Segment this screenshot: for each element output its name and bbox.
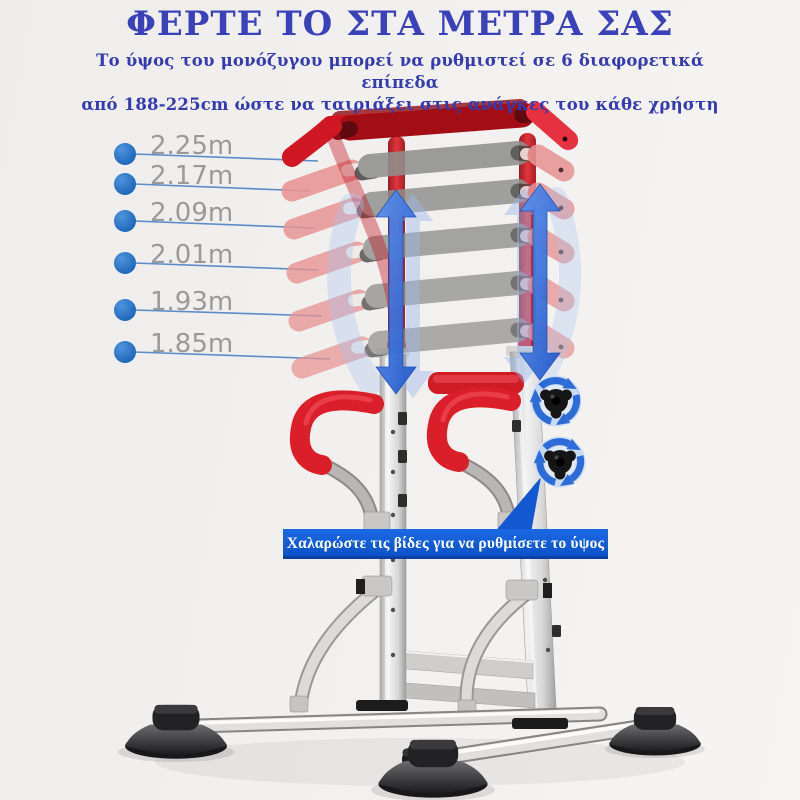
subtitle	[80, 50, 720, 115]
height-label: 1.93m	[150, 287, 234, 317]
height-label: 2.09m	[150, 198, 234, 228]
subtitle-line-2: από 188-225cm ώστε να ταιριάξει στις ανάγκες του κάθε χρήστη	[81, 94, 719, 114]
height-callout	[114, 161, 234, 195]
base-frame	[118, 700, 705, 800]
height-marker-dot-icon	[114, 143, 136, 165]
height-label: 2.25m	[150, 131, 234, 161]
height-marker-dot-icon	[114, 210, 136, 232]
height-marker-dot-icon	[114, 299, 136, 321]
height-label: 2.17m	[150, 161, 234, 191]
height-callout	[114, 240, 234, 274]
page-title: ΦΕΡΤΕ ΤΟ ΣΤΑ ΜΕΤΡΑ ΣΑΣ	[126, 4, 674, 44]
height-marker-dot-icon	[114, 341, 136, 363]
dip-handles	[300, 394, 524, 530]
height-label: 1.85m	[150, 329, 234, 359]
height-marker-dot-icon	[114, 173, 136, 195]
header	[0, 0, 800, 115]
height-callout	[114, 287, 234, 321]
height-marker-dot-icon	[114, 252, 136, 274]
adjustment-note: Χαλαρώστε τις βίδες για να ρυθμίσετε το ύψος	[283, 529, 608, 559]
height-callout	[114, 198, 234, 232]
subtitle-line-1: Το ύψος του μονόζυγου μπορεί να ρυθμιστεί σε 6 διαφορετικά επίπεδα	[96, 51, 704, 92]
height-label: 2.01m	[150, 240, 234, 270]
height-callout	[114, 329, 234, 363]
